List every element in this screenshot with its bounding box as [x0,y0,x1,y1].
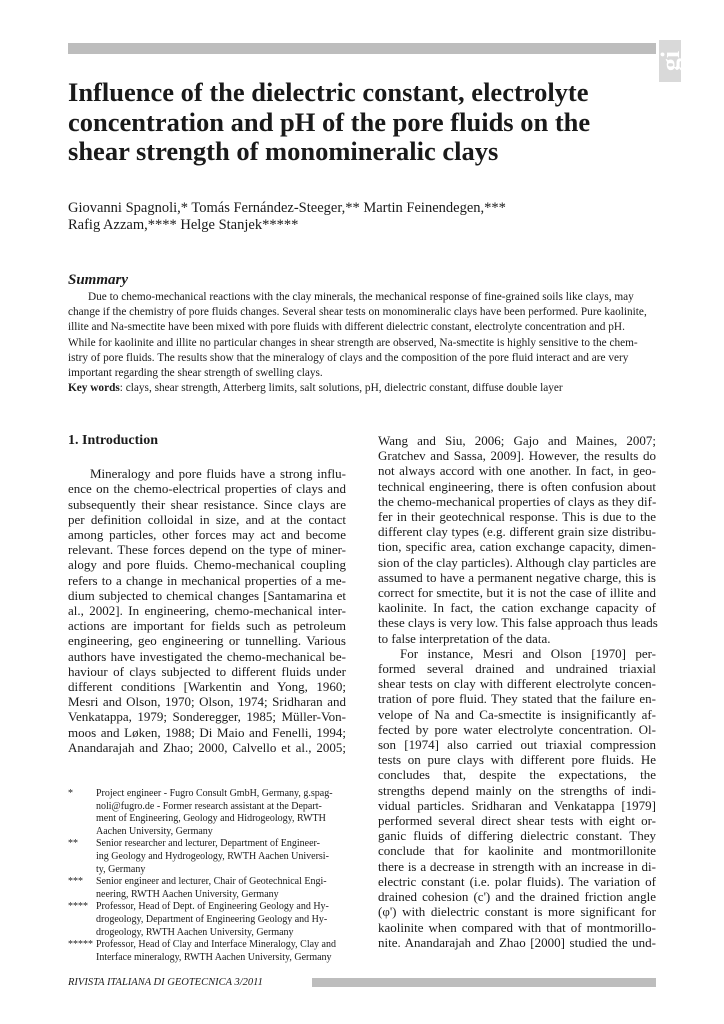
body-line: nite. Anandarajah and Zhao [2000] studied the und- [378,934,656,950]
footnote [68,788,346,838]
body-line: strengths depend mainly on the strengths of indi- [378,782,656,798]
body-line: kaolinite. In fact, the cation exchange capacity of [378,600,656,616]
body-line: formed several drained and undrained triaxial [378,661,656,677]
footnote-mark: ** [68,838,78,850]
footnote-line: neering, RWTH Aachen University, Germany [96,888,279,900]
body-line: authors have investigated the chemo-mechanical be- [68,648,346,664]
journal-logo [656,40,685,82]
summary-line: Due to chemo-mechanical reactions with the clay minerals, the mechanical response of fine-grained soils like clays, may [88,291,634,303]
footnote [68,838,346,876]
summary-line: important regarding the shear strength of swelling clays. [68,367,323,380]
title-line: Influence of the dielectric constant, electrolyte [68,77,589,107]
summary-heading: Summary [68,272,129,288]
body-line: these clays is very low. This false approach thus leads [378,615,658,631]
title-line: concentration and pH of the pore fluids on the [68,106,591,137]
body-line: Wang and Siu, 2006; Gajo and Maines, 2007; [378,433,656,448]
body-line: tion, specific area, cation exchange capacity, dimen- [378,539,656,555]
body-line: relevant. These forces depend on the type of miner- [68,542,346,558]
footnotes [68,788,346,964]
body-line: technical engineering, there is often confusion about [378,478,656,494]
body-line: Mineralogy and pore fluids have a strong influ- [90,466,346,482]
body-line: different clay types (e.g. different grain size distribu- [378,524,656,540]
footnote-line: Senior engineer and lecturer, Chair of Geotechnical Engi- [96,876,327,888]
summary-line: illite and Na-smectite have been mixed with pore fluids with different dielectric constant, electrolyte concentration and pH. [68,321,625,334]
footnote-line: Professor, Head of Dept. of Engineering Geology and Hy- [96,901,329,913]
footnote-line: drogeology, Department of Engineering Geology and Hy- [96,913,328,925]
footnote [68,901,346,939]
keywords-label: Key words [68,382,120,395]
summary-body [68,290,656,396]
summary-line: change if the chemistry of pore fluids changes. Several shear tests on monomineralic clays have been performed. Pure kaolinite, [68,306,647,319]
body-line: fer in their geotechnical response. This is due to the [378,509,656,525]
footnote [68,876,346,901]
body-line: electric constant (i.e. polar fluids). The variation of [378,873,656,889]
footnote-mark: **** [68,901,88,913]
body-line: moos and Løken, 1988; Di Maio and Fenelli, 1994; [68,724,346,740]
author-line: Rafig Azzam,**** Helge Stanjek***** [68,217,299,233]
body-line: tests on pure clays with different pore fluids. He [378,752,656,768]
article-title [68,78,668,167]
keywords [68,381,656,396]
footnote-line: Professor, Head of Clay and Interface Mineralogy, Clay and [96,939,336,951]
left-column [68,433,346,755]
summary-line: istry of pore fluids. The results show that the mineralogy of clays and the composition of the pore fluid interact and are very [68,351,629,364]
body-line: dium subjected to chemical changes [Santamarina et [68,587,346,603]
footnote [68,939,346,964]
body-line: Anandarajah and Zhao; 2000, Calvello et al., 2005; [68,739,346,755]
footnote-line: Aachen University, Germany [96,825,213,837]
title-line: shear strength of monomineralic clays [68,136,499,166]
body-line: conclude that for kaolinite and montmorillonite [378,843,656,859]
body-line: haviour of clays subjected to different fluids under [68,663,346,679]
body-line: Venkatappa, 1979; Sonderegger, 1985; Müller-Von- [68,709,346,725]
body-line: engineering, geo engineering or tunnelling. Various [68,633,346,649]
body-line: concludes that, despite the expectations, the [378,767,656,783]
keywords-list: : clays, shear strength, Atterberg limits, salt solutions, pH, dielectric constant, diffuse double layer [119,382,563,395]
body-line: velope of Na and Ca-smectite is insignificantly af- [378,706,656,722]
body-line: fected by pore water electrolyte concentration. Ol- [378,721,656,737]
footnote-line: drogeology, RWTH Aachen University, Germany [96,926,294,938]
body-line: alogy and pore fluids. Chemo-mechanical coupling [68,557,346,573]
svg-text:gi: gi [656,50,685,72]
right-column [378,433,656,950]
body-line: among particles, other forces may act and become [68,527,346,543]
body-line: refers to a change in mechanical properties of a me- [68,572,346,588]
body-line: actions are important for fields such as petroleum [68,618,346,634]
footnote-line: Senior researcher and lecturer, Department of Engineer- [96,838,321,850]
footer-bar [312,978,656,987]
body-line: tration of pore fluid. They stated that the failure en- [378,691,656,707]
footnote-line: Interface mineralogy, RWTH Aachen University, Germany [96,951,332,963]
body-line: son [1974] also carried out triaxial compression [378,737,656,753]
body-line: sion of the clay particles). Although clay particles are [378,554,656,570]
body-line: performed several direct shear tests with eight or- [378,813,656,829]
body-line: (φ') with dielectric constant is more significant for [378,904,656,920]
summary-line: While for kaolinite and illite no particular changes in shear strength are observed, Na-smectite is highly sensitive to the chem- [68,336,638,349]
footnote-mark: *** [68,876,83,888]
body-line: different conditions [Warkentin and Yong, 1960; [68,679,346,695]
body-line: Mesri and Olson, 1970; Olson, 1974; Sridharan and [68,694,346,710]
body-line: subsequently their shear resistance. Since clays are [68,496,346,512]
body-line: per definition colloidal in size, and at the contact [68,511,346,527]
footnote-line: ty, Germany [96,863,146,875]
footnote-mark: * [68,788,73,799]
body-line: drained cohesion (c') and the drained friction angle [378,889,656,905]
body-line: vidual particles. Sridharan and Venkatappa [1979] [378,797,656,813]
author-line: Giovanni Spagnoli,* Tomás Fernández-Steeger,** Martin Feinendegen,*** [68,200,506,216]
body-line: shear tests on clay with different electrolyte concen- [378,676,656,692]
body-line: kaolinite when compared with that of montmorillo- [378,919,656,935]
journal-footer: RIVISTA ITALIANA DI GEOTECNICA 3/2011 [68,977,263,988]
body-line: the chemo-mechanical properties of clays as they dif- [378,493,657,509]
body-line: ganic fluids of differing dielectric constant. They [378,828,656,844]
footnote-mark: ***** [68,939,93,951]
section-heading: 1. Introduction [68,433,158,448]
body-line: assumed to have a permanent negative charge, this is [378,569,656,585]
body-line: not always accord with one another. In fact, in geo- [378,463,656,479]
body-line: correct for smectite, but it is not the case of illite and [378,585,656,601]
body-line: al., 2002]. In engineering, chemo-mechanical inter- [68,603,346,619]
body-line: For instance, Mesri and Olson [1970] per- [400,645,656,661]
footnote-line: ment of Engineering, Geology and Hidrogeology, RWTH [96,813,326,825]
body-line: to false interpretation of the data. [378,630,551,646]
footnote-line: noli@fugro.de - Former research assistant at the Depart- [96,800,322,812]
body-line: there is a decrease in strength with an increase in di- [378,858,656,874]
body-line: Gratchev and Sassa, 2009]. However, the results do [378,448,656,464]
header-bar [68,43,656,54]
footnote-line: ing Geology and Hydrogeology, RWTH Aachen Universi- [96,850,329,862]
author-list [68,200,668,234]
body-line: ence on the chemo-electrical properties of clays and [68,481,346,497]
footnote-line: Project engineer - Fugro Consult GmbH, Germany, g.spag- [96,788,333,799]
